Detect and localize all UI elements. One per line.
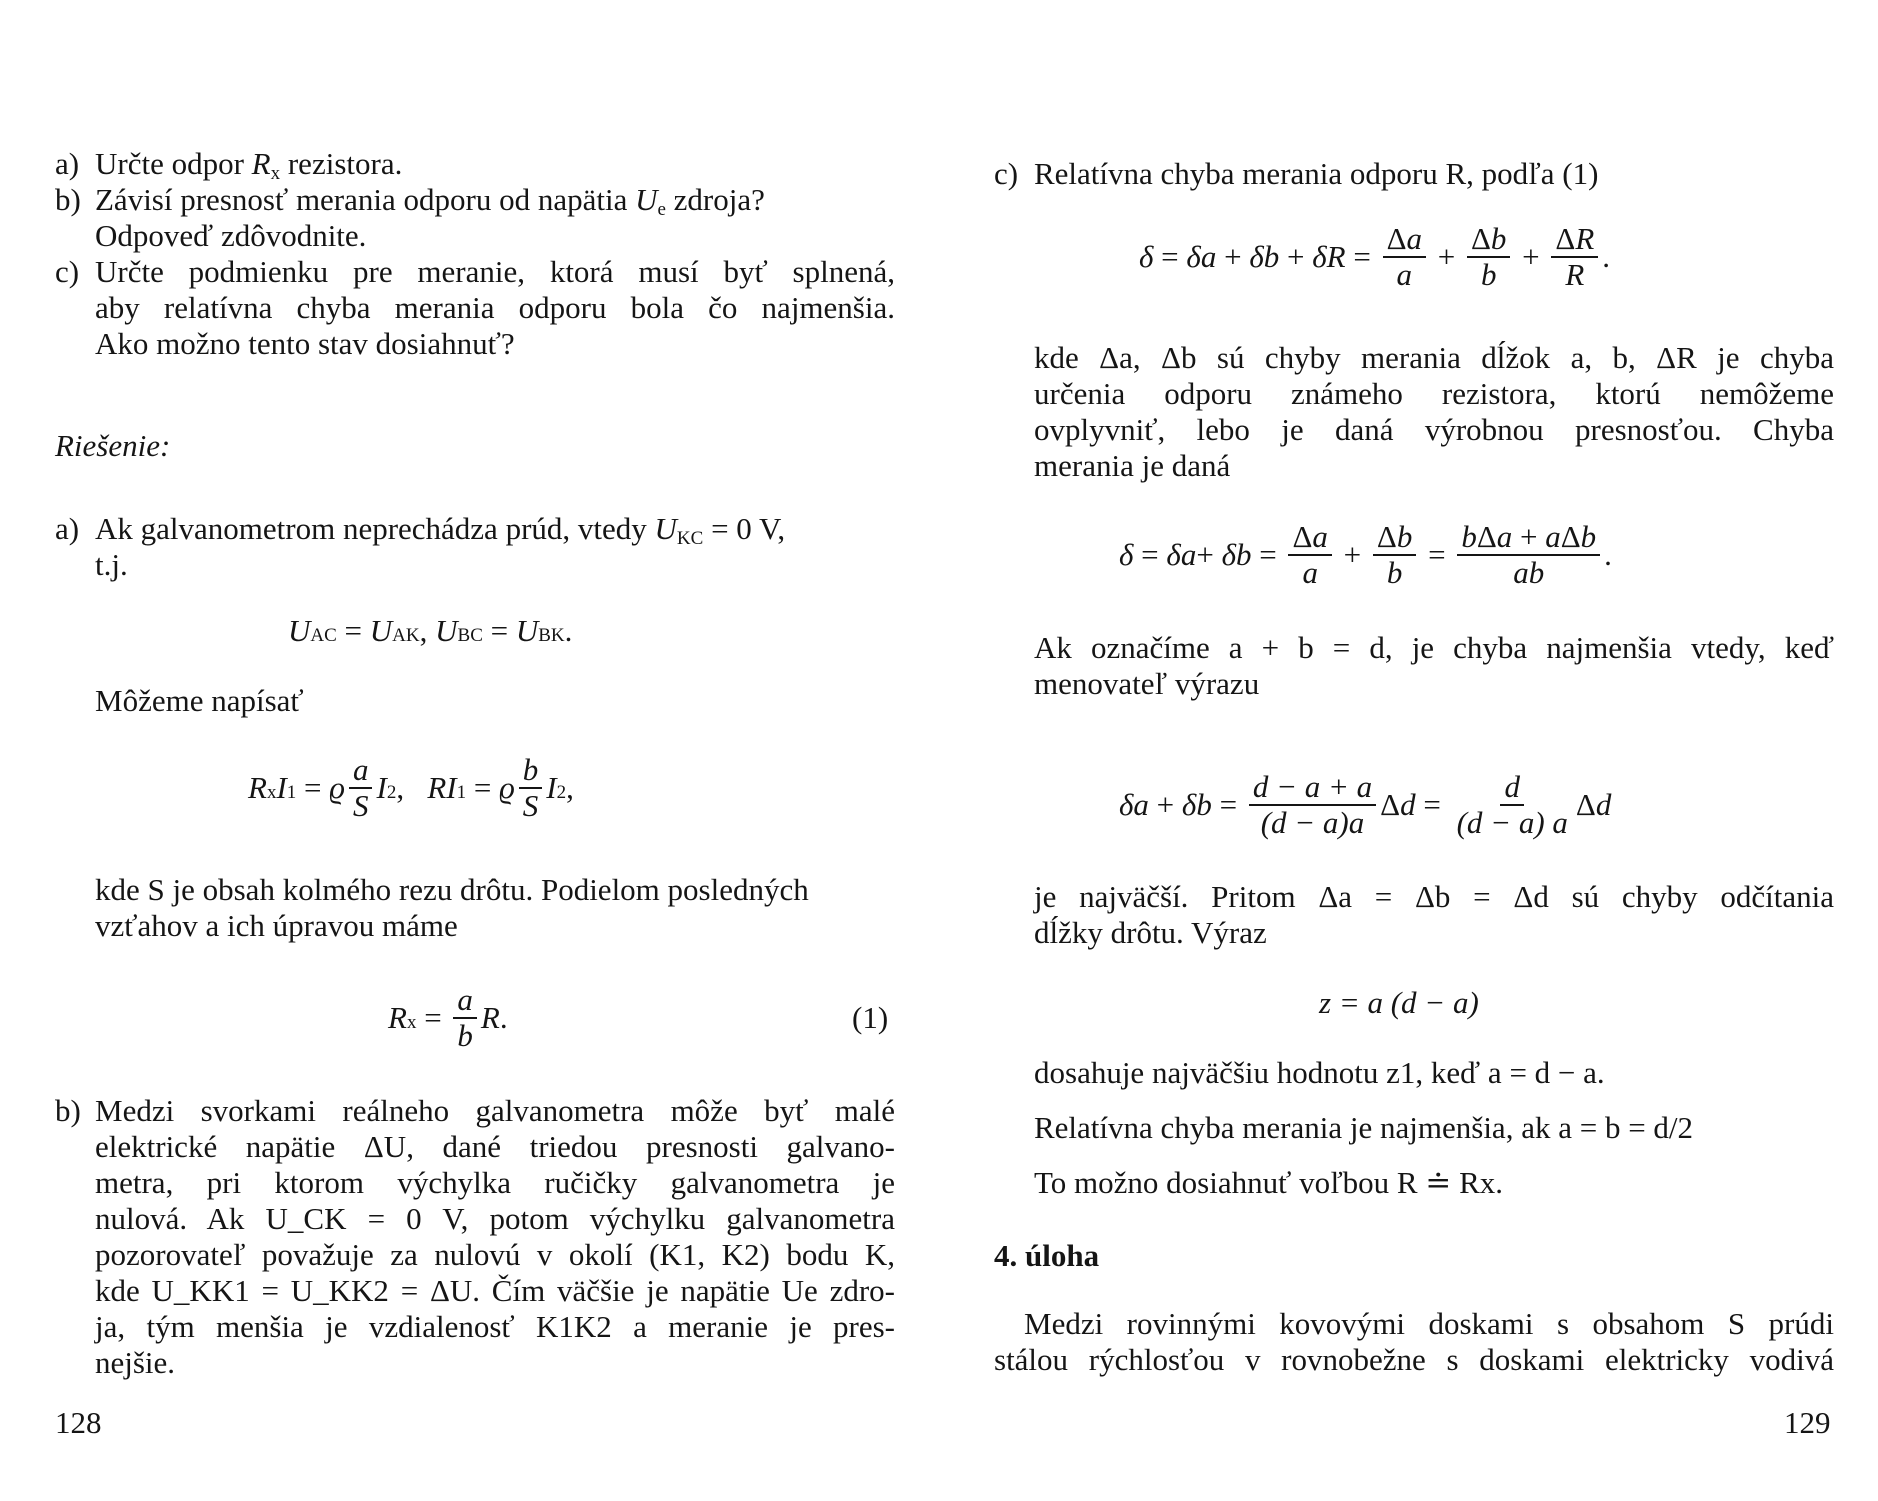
part-c-text-line: dĺžky drôtu. Výraz [1034, 915, 1267, 950]
part-c-text7: To možno dosiahnuť voľbou R ≐ Rx. [1034, 1165, 1503, 1200]
part-b-line: nejšie. [95, 1345, 176, 1380]
part-a-text3-line1: kde S je obsah kolmého rezu drôtu. Podielom posledných [95, 872, 809, 907]
part-b-line: pozorovateľ považuje za nulovú v okolí (K1, K2) bodu K, [95, 1237, 895, 1272]
task-4-heading: 4. úloha [994, 1238, 1100, 1273]
question-c-line3: Ako možno tento stav dosiahnuť? [95, 326, 515, 361]
question-b-line2: Odpoveď zdôvodnite. [95, 218, 367, 253]
part-b-line: Medzi svorkami reálneho galvanometra môže byť malé [95, 1093, 895, 1128]
part-a-line2: t.j. [95, 547, 128, 582]
equation-currents: R x I 1 = ϱ $\frac{a}{S}$ I 2 , RI 1 = ϱ $\frac{b}{S}$ I 2 , [248, 752, 574, 823]
part-b-label: b) [55, 1093, 81, 1128]
task-4-line2: stálou rýchlosťou v rovnobežne s doskami elektricky vodivá [994, 1342, 1834, 1377]
part-c-text-line: menovateľ výrazu [1034, 666, 1260, 701]
question-c-label: c) [55, 254, 80, 289]
part-b-line: nulová. Ak U_CK = 0 V, potom výchylku galvanometra [95, 1201, 895, 1236]
part-c-text-line: kde Δa, Δb sú chyby merania dĺžok a, b, ΔR je chyba [1034, 340, 1834, 375]
equation-relative-error: δ = δa + δb + δR = $\frac{\Delta a}{a}$ + $\frac{\Delta b}{b}$ + $\frac{\Delta R}{R}$ . [1139, 221, 1611, 292]
part-a-text2: Môžeme napísať [95, 683, 304, 718]
part-c-text-line: merania je daná [1034, 448, 1231, 483]
question-a: a) Určte odpor Rx rezistora. [55, 146, 403, 184]
part-b-line: metra, pri ktorom výchylka ručičky galvanometra je [95, 1165, 895, 1200]
part-a-text3-line2: vzťahov a ich úpravou máme [95, 908, 458, 943]
part-a-label: a) [55, 511, 80, 546]
question-b: b) Závisí presnosť merania odporu od napätia Ue zdroja? [55, 182, 765, 220]
part-b-line: kde U_KK1 = U_KK2 = ΔU. Čím väčšie je napätie Ue zdro- [95, 1273, 895, 1308]
part-c-text6: Relatívna chyba merania je najmenšia, ak a = b = d/2 [1034, 1110, 1694, 1145]
part-a-line1: Ak galvanometrom neprechádza prúd, vtedy UKC = 0 V, [95, 511, 786, 549]
part-c-text-line: Ak označíme a + b = d, je chyba najmenšia vtedy, keď [1034, 630, 1834, 665]
solution-label: Riešenie: [55, 428, 171, 463]
part-c-text-line: je najväčší. Pritom Δa = Δb = Δd sú chyby odčítania [1034, 879, 1834, 914]
page-number: 129 [1784, 1405, 1831, 1440]
part-b-line: elektrické napätie ΔU, dané triedou presnosti galvano- [95, 1129, 895, 1164]
right-page [939, 0, 1878, 1501]
question-c-line2: aby relatívna chyba merania odporu bola čo najmenšia. [95, 290, 895, 325]
part-c-text-line: určenia odporu známeho rezistora, ktorú nemôžeme [1034, 376, 1834, 411]
task-4-line1: Medzi rovinnými kovovými doskami s obsahom S prúdi [1024, 1306, 1834, 1341]
equation-voltages: U AC = U AK , U BC = U BK . [288, 613, 573, 648]
page-number: 128 [55, 1405, 102, 1440]
part-c-label: c) [994, 156, 1019, 191]
part-c-text5: dosahuje najväčšiu hodnotu z1, keď a = d − a. [1034, 1055, 1605, 1090]
equation-measurement-error: δ = δa + δb = $\frac{\Delta a}{a}$ + $\frac{\Delta b}{b}$ = $\frac{\text{bΔa + aΔb}}{ab}$ . [1119, 519, 1612, 590]
part-b-line: ja, tým menšia je vzdialenosť K1K2 a meranie je pres- [95, 1309, 895, 1344]
equation-z: z = a (d − a) [1319, 985, 1479, 1020]
equation-rx: R x = $\frac{a}{b}$ R . [388, 982, 508, 1053]
question-c-line1: Určte podmienku pre meranie, ktorá musí byť splnená, [95, 254, 895, 289]
equation-number: (1) [852, 1000, 889, 1035]
part-c-line1: Relatívna chyba merania odporu R, podľa (1) [1034, 156, 1599, 191]
equation-denominator: δa + δb = $\frac{d - a + a}{(d - a)a}$ Δ d = $\frac{d}{(d - a) a}$ Δ d [1119, 769, 1612, 840]
part-c-text-line: ovplyvniť, lebo je daná výrobnou presnosťou. Chyba [1034, 412, 1834, 447]
